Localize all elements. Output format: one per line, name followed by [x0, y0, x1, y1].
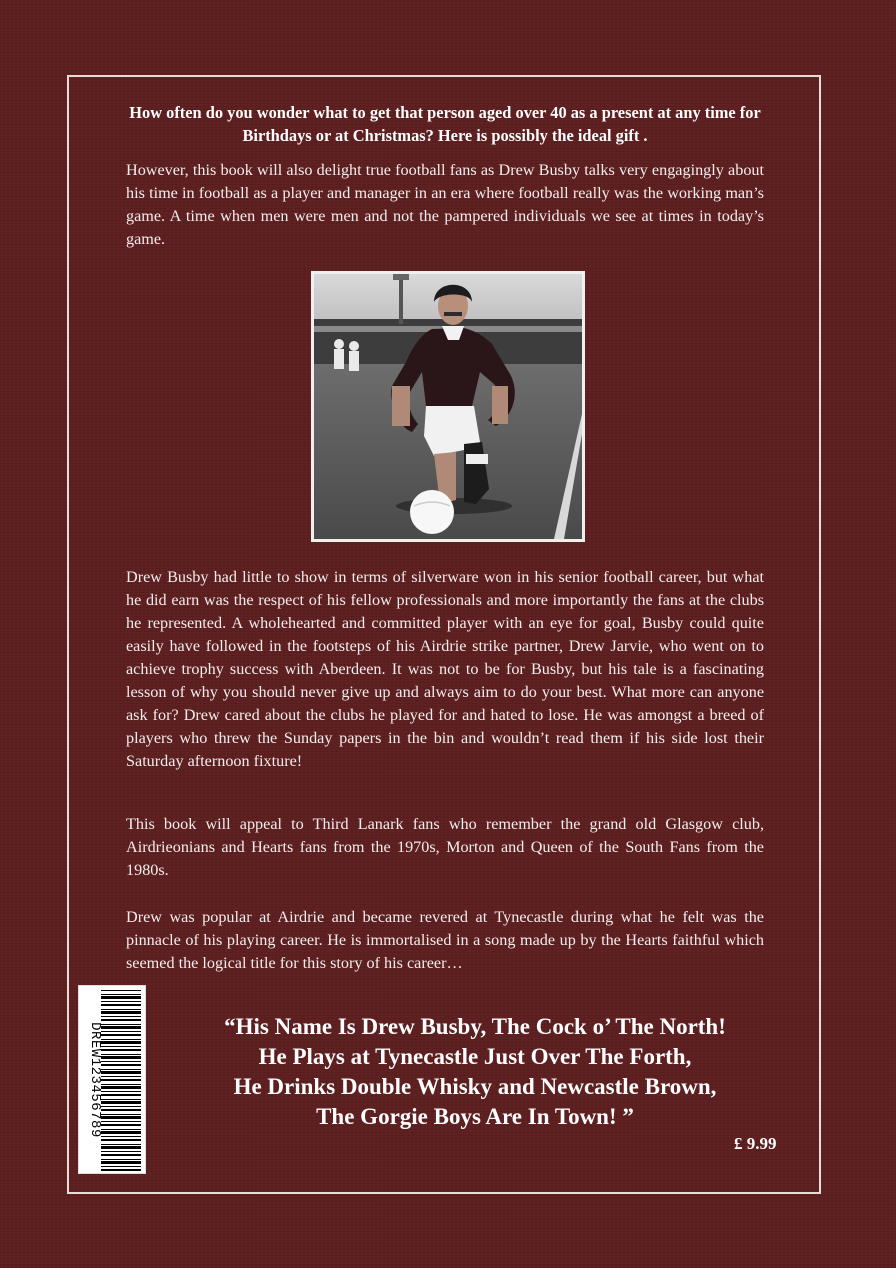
paragraph-2: Drew Busby had little to show in terms of silverware won in his senior football career, but what he did earn was the respect of his fellow professionals and more importantly the fans at the clubs he represented. A wholehearted and committed player with an eye for goal, Busby could quite easily have followed in the footsteps of his Airdrie strike partner, Drew Jarvie, who went on to achieve trophy success with Aberdeen. It was not to be for Busby, but his tale is a fascinating lesson of why you should never give up and always aim to do your best. What more can anyone ask for? Drew cared about the clubs he played for and hated to lose. He was amongst a breed of players who threw the Sunday papers in the bin and wouldn’t read them if his side lost their Saturday afternoon fixture!	[126, 568, 764, 770]
price: £ 9.99	[734, 1134, 777, 1153]
barcode	[78, 985, 146, 1174]
intro-heading: How often do you wonder what to get that person aged over 40 as a present at any time for Birthdays or at Christmas? Here is possibly the ideal gift .	[129, 103, 761, 145]
paragraph-3: This book will appeal to Third Lanark fans who remember the grand old Glasgow club, Airdrieonians and Hearts fans from the 1970s, Morton and Queen of the South Fans from the 1980s.	[126, 815, 764, 879]
paragraph-4: Drew was popular at Airdrie and became revered at Tynecastle during what he felt was the pinnacle of his playing career. He is immortalised in a song made up by the Hearts faithful which seemed the logical title for this story of his career…	[126, 908, 764, 972]
barcode-number: DREW123456789	[87, 1022, 103, 1138]
player-photo	[311, 271, 585, 542]
barcode-bars	[101, 990, 141, 1171]
player-photo-image	[314, 274, 582, 539]
song-quote: “His Name Is Drew Busby, The Cock o’ The North! He Plays at Tynecastle Just Over The Forth, He Drinks Double Whisky and Newcastle Brown, The Gorgie Boys Are In Town! ”	[224, 1014, 726, 1129]
paragraph-1: However, this book will also delight true football fans as Drew Busby talks very engagingly about his time in football as a player and manager in an era where football really was the working man’s game. A time when men were men and not the pampered individuals we see at times in today’s game.	[126, 161, 764, 248]
